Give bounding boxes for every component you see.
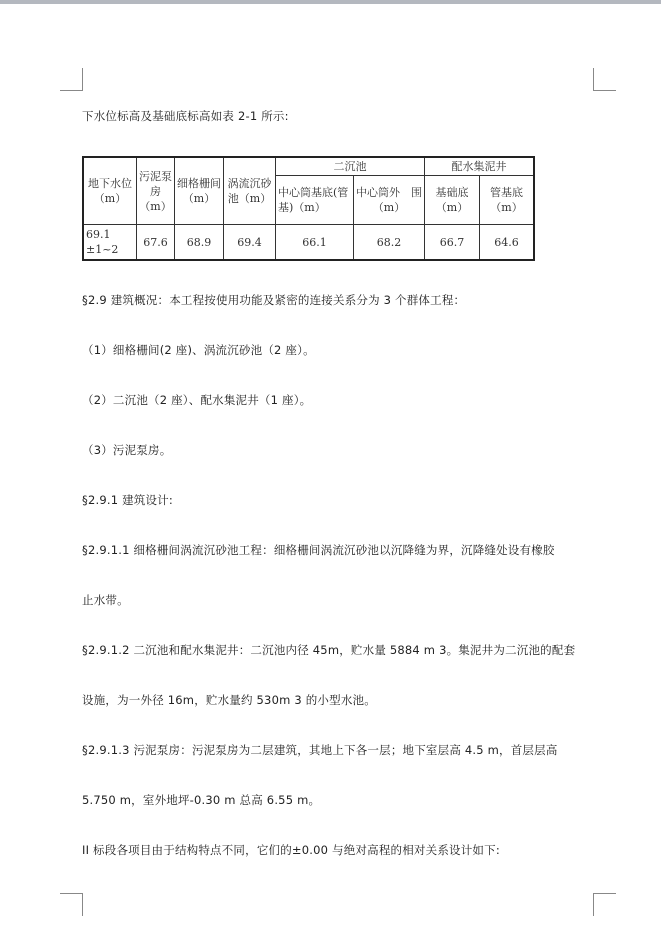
cell-water-level: 69.1 ±1~2 [83, 225, 137, 261]
paragraph-text: 止水带。 [82, 593, 129, 607]
elevation-table [82, 156, 535, 261]
list-item: （2）二沉池（2 座）、配水集泥井（1 座）。 [82, 393, 312, 407]
paragraph-text: §2.9.1.2 二沉池和配水集泥井：二沉池内径 45m，贮水量 5884 m 3。集泥井为二沉池的配套 [82, 643, 576, 657]
table-row [83, 225, 534, 261]
intro-text: 下水位标高及基础底标高如表 2-1 所示: [82, 109, 289, 123]
header-fine-screen: 细格栅间（m） [175, 157, 224, 225]
section-heading: §2.9.1 建筑设计: [82, 493, 173, 507]
overview-heading: §2.9 建筑概况：本工程按使用功能及紧密的连接关系分为 3 个群体工程： [82, 293, 466, 307]
header-center-outer: 中心筒外 围（m） [354, 176, 425, 225]
cell-dist-base: 66.7 [425, 225, 480, 261]
paragraph-text: 设施，为一外径 16m，贮水量约 530m 3 的小型水池。 [82, 693, 376, 707]
cell-sludge-pump: 67.6 [137, 225, 175, 261]
header-vortex-grit: 涡流沉砂池（m） [224, 157, 276, 225]
cell-pipe-base: 64.6 [480, 225, 535, 261]
paragraph-text: II 标段各项目由于结构特点不同，它们的±0.00 与绝对高程的相对关系设计如下: [82, 843, 500, 857]
cell-center-base: 66.1 [276, 225, 354, 261]
crop-mark-bottom-left [60, 893, 83, 916]
paragraph-text: §2.9.1.3 污泥泵房：污泥泵房为二层建筑，其地上下各一层；地下室层高 4.5 m，首层层高 [82, 743, 558, 757]
cell-vortex-grit: 69.4 [224, 225, 276, 261]
header-water-level: 地下水位（m） [83, 157, 137, 225]
header-center-base: 中心筒基底(管基)（m） [276, 176, 354, 225]
header-sludge-pump: 污泥泵房（m） [137, 157, 175, 225]
paragraph-text: 5.750 m，室外地坪-0.30 m 总高 6.55 m。 [82, 793, 321, 807]
header-distribution-well: 配水集泥井 [425, 157, 535, 176]
crop-mark-bottom-right [593, 893, 616, 916]
crop-mark-top-right [593, 68, 616, 91]
list-item: （1）细格栅间(2 座)、涡流沉砂池（2 座）。 [82, 343, 315, 357]
header-pipe-base: 管基底（m） [480, 176, 535, 225]
paragraph-text: §2.9.1.1 细格栅间涡流沉砂池工程：细格栅间涡流沉砂池以沉降缝为界，沉降缝处设有橡胶 [82, 543, 555, 557]
list-item: （3）污泥泵房。 [82, 443, 172, 457]
crop-mark-top-left [60, 68, 83, 91]
cell-center-outer: 68.2 [354, 225, 425, 261]
header-dist-base: 基础底（m） [425, 176, 480, 225]
cell-fine-screen: 68.9 [175, 225, 224, 261]
header-secondary-clarifier: 二沉池 [276, 157, 425, 176]
window-top-bar [0, 0, 661, 4]
